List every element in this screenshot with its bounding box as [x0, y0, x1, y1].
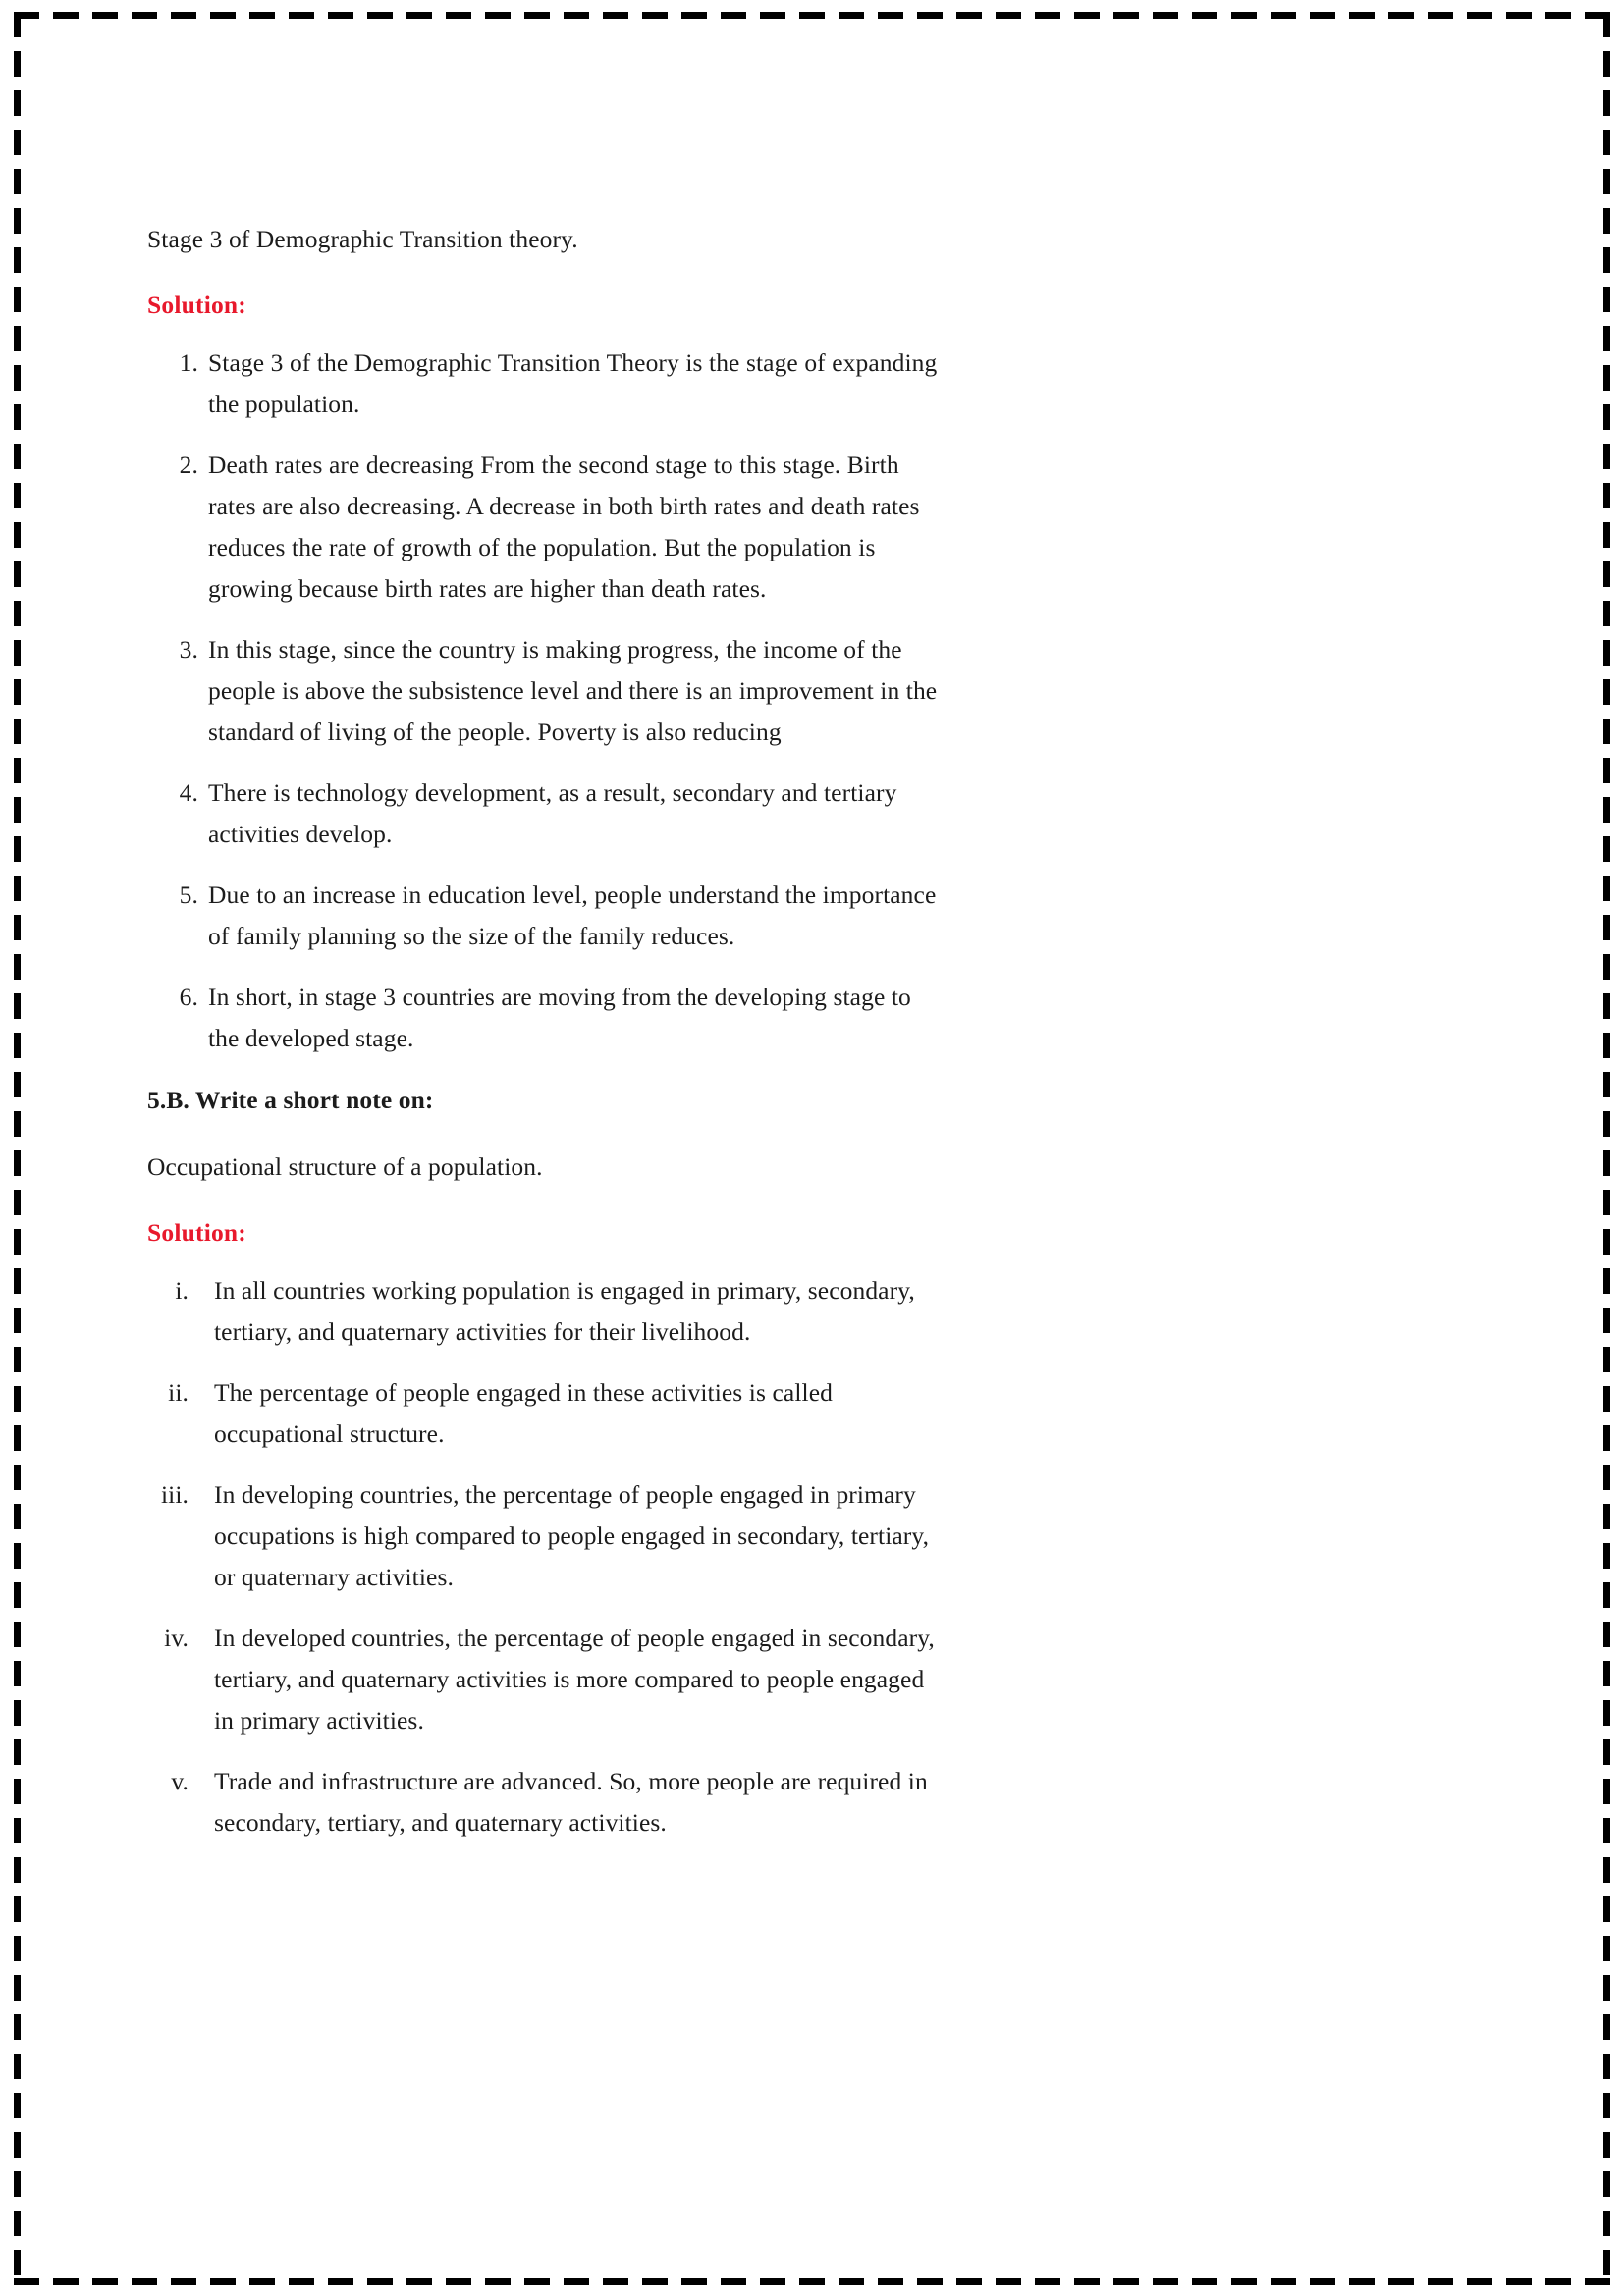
list-item-text: There is technology development, as a result, secondary and tertiary activities develop. [208, 778, 897, 848]
page-border-bottom [14, 2278, 1610, 2285]
solution-heading-1: Solution: [147, 291, 246, 319]
question-topic: Occupational structure of a population. [147, 1152, 543, 1181]
list-marker: 5. [179, 881, 198, 909]
answer-one-list [147, 343, 943, 1059]
list-item-text: Trade and infrastructure are advanced. So, more people are required in secondary, tertiary, and quaternary activities. [214, 1767, 928, 1837]
question-heading: 5.B. Write a short note on: [147, 1086, 434, 1114]
list-item [147, 875, 943, 957]
list-marker: ii. [168, 1378, 189, 1407]
list-item [147, 1270, 943, 1353]
list-item [147, 977, 943, 1059]
page-border-left-lower [14, 993, 21, 2285]
list-item [147, 1618, 943, 1741]
list-item-text: In developed countries, the percentage of people engaged in secondary, tertiary, and quaternary activities is more compared to people engaged in primary activities. [214, 1624, 935, 1735]
list-marker: 3. [179, 635, 198, 664]
list-item [147, 1761, 943, 1843]
list-item [147, 1474, 943, 1598]
list-marker: iv. [164, 1624, 189, 1652]
list-item [147, 445, 943, 610]
list-item-text: Death rates are decreasing From the second stage to this stage. Birth rates are also decreasing. A decrease in both birth rates and death rates reduces the rate of growth of the population. But the population is growing because birth rates are higher than death rates. [208, 451, 920, 603]
list-item-text: In all countries working population is engaged in primary, secondary, tertiary, and quaternary activities for their livelihood. [214, 1276, 915, 1346]
list-marker: 2. [179, 451, 198, 479]
list-item [147, 629, 943, 753]
solution-heading-2: Solution: [147, 1218, 246, 1247]
list-marker: 1. [179, 348, 198, 377]
answer-two-list [147, 1270, 943, 1843]
list-item-text: In developing countries, the percentage of people engaged in primary occupations is high compared to people engaged in secondary, tertiary, or quaternary activities. [214, 1480, 930, 1591]
document-content [147, 218, 943, 1865]
list-item-text: Stage 3 of the Demographic Transition Theory is the stage of expanding the population. [208, 348, 938, 418]
intro-line: Stage 3 of Demographic Transition theory. [147, 225, 578, 253]
list-marker: i. [175, 1276, 189, 1305]
list-marker: 6. [179, 983, 198, 1011]
list-item-text: Due to an increase in education level, people understand the importance of family planning so the size of the family reduces. [208, 881, 937, 950]
list-item [147, 343, 943, 425]
list-item-text: The percentage of people engaged in these activities is called occupational structure. [214, 1378, 833, 1448]
page-border-top [14, 12, 1610, 19]
page-border-right-lower [1603, 993, 1610, 2285]
list-marker: 4. [179, 778, 198, 807]
list-item [147, 1372, 943, 1455]
list-marker: v. [171, 1767, 189, 1795]
list-item-text: In short, in stage 3 countries are moving from the developing stage to the developed stage. [208, 983, 911, 1052]
list-item [147, 773, 943, 855]
list-marker: iii. [160, 1480, 189, 1509]
list-item-text: In this stage, since the country is making progress, the income of the people is above the subsistence level and there is an improvement in the standard of living of the people. Poverty is also reducing [208, 635, 938, 746]
